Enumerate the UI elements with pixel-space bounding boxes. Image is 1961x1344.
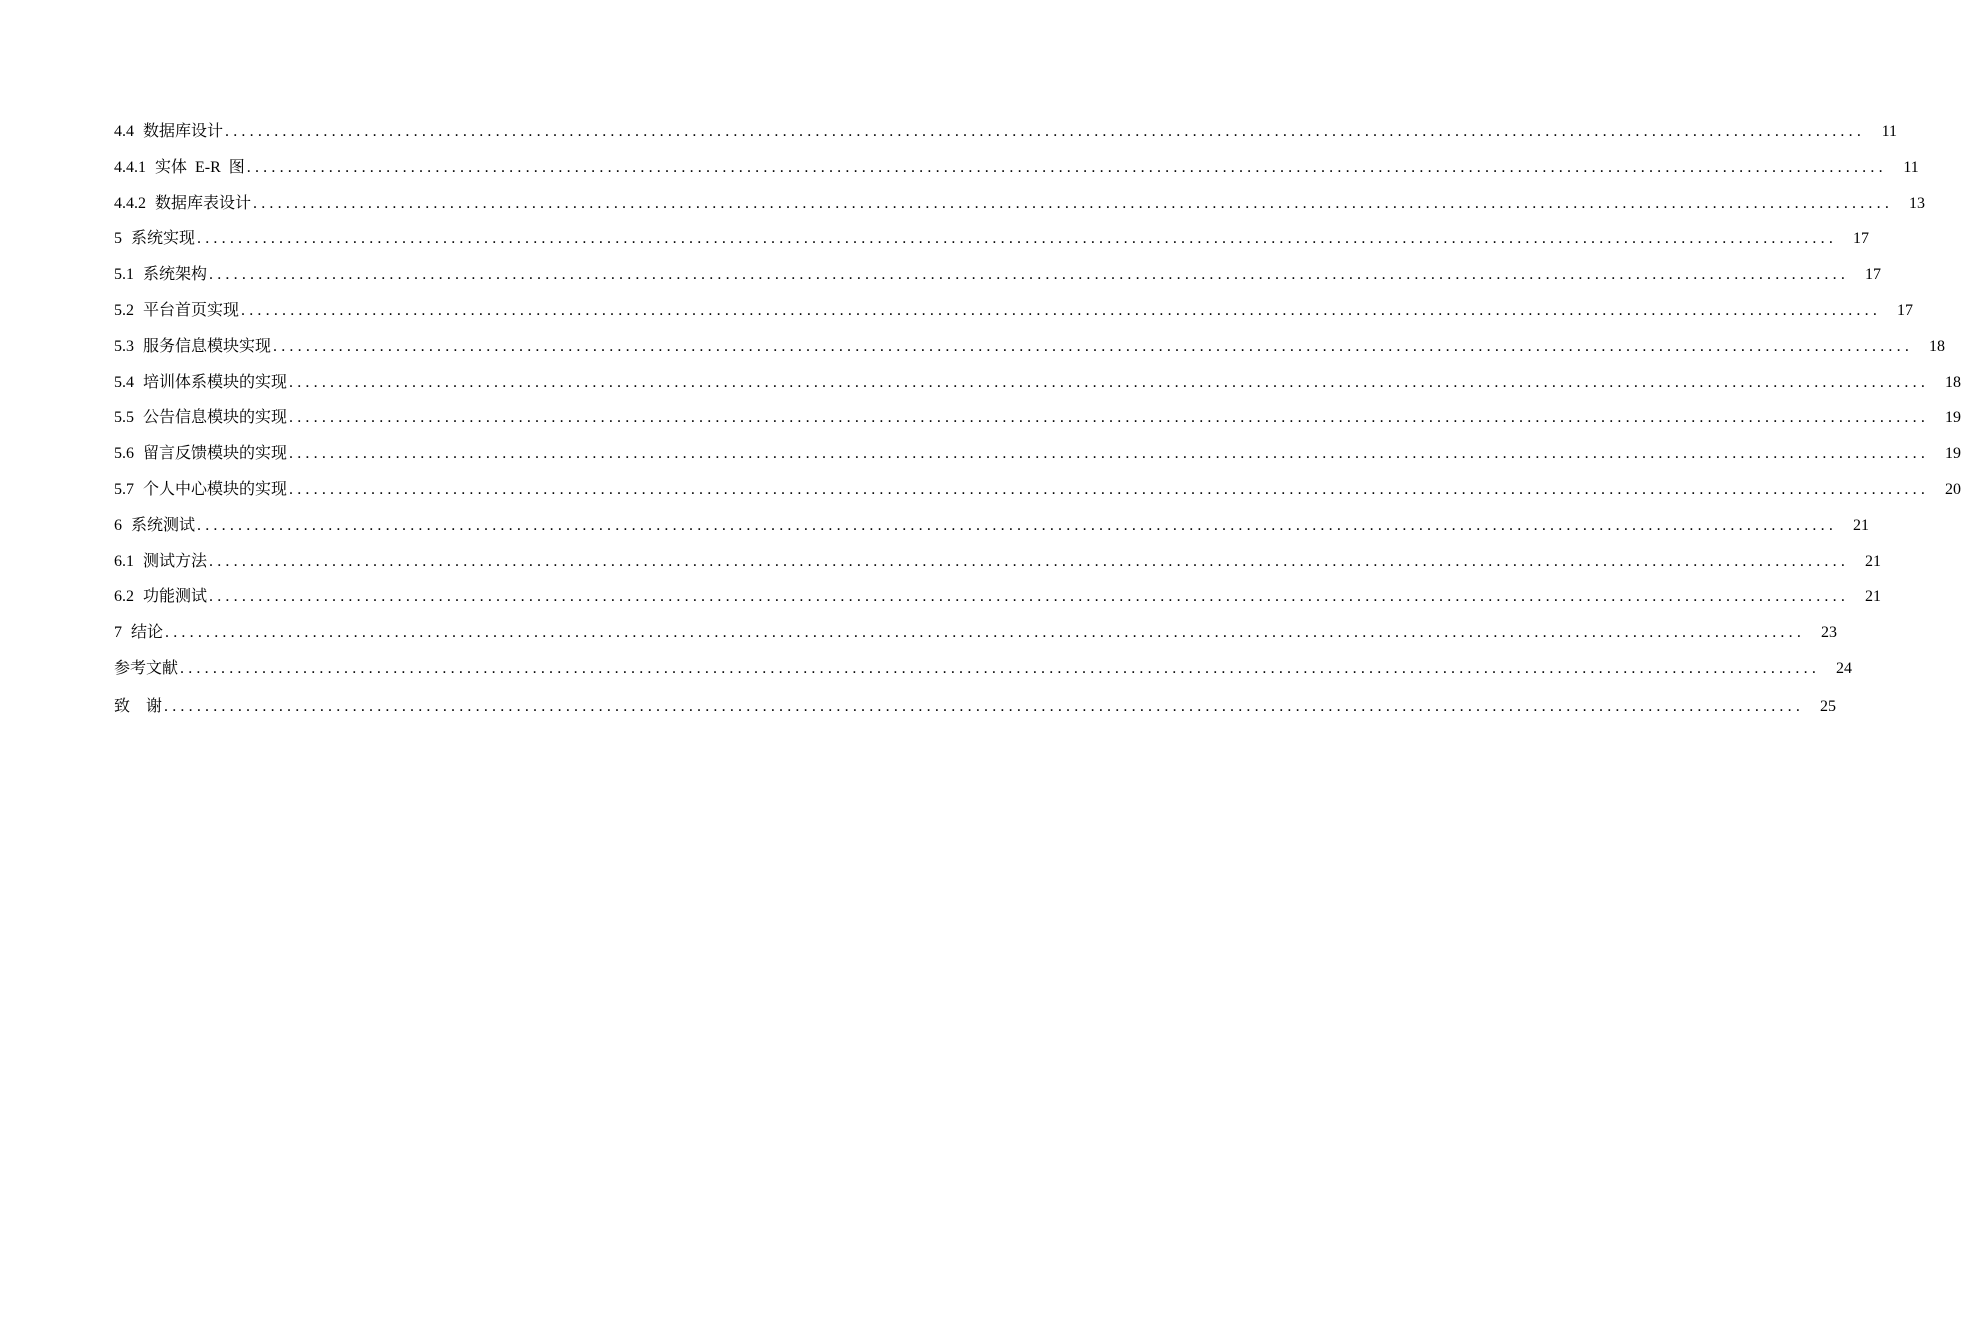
toc-entry-label: 培训体系模块的实现 xyxy=(143,373,288,391)
toc-entry-title xyxy=(114,369,287,397)
toc-entry[interactable] xyxy=(114,118,1898,154)
toc-entry-page: 17 xyxy=(1853,230,1870,248)
toc-entry[interactable] xyxy=(114,190,1926,226)
toc-leader-dots: ........................................................................................................................................................................................................ xyxy=(209,588,1850,606)
toc-leader-dots: ........................................................................................................................................................................................................ xyxy=(289,373,1930,391)
toc-entry-page: 13 xyxy=(1909,194,1926,212)
toc-entry-title xyxy=(114,297,239,325)
toc-entry-label: 实体 E-R 图 xyxy=(155,158,245,176)
toc-leader-dots: ........................................................................................................................................................................................................ xyxy=(246,158,1887,176)
toc-entry[interactable] xyxy=(114,583,1882,619)
toc-entry[interactable] xyxy=(114,440,1961,476)
toc-leader-dots: ........................................................................................................................................................................................................ xyxy=(180,659,1821,677)
toc-entry-number: 5.6 xyxy=(114,445,134,463)
toc-entry-page: 21 xyxy=(1853,516,1870,534)
toc-entry-title xyxy=(114,333,271,361)
toc-leader-dots: ........................................................................................................................................................................................................ xyxy=(209,552,1850,570)
toc-entry-label: 参考文献 xyxy=(114,659,179,677)
toc-entry[interactable] xyxy=(114,333,1946,369)
toc-entry-page: 19 xyxy=(1945,409,1961,427)
toc-entry-page: 11 xyxy=(1881,123,1898,140)
toc-entry[interactable] xyxy=(114,619,1838,655)
toc-leader-dots: ........................................................................................................................................................................................................ xyxy=(289,480,1930,498)
toc-leader-dots: ........................................................................................................................................................................................................ xyxy=(273,337,1914,355)
toc-entry-number: 6 xyxy=(114,516,122,534)
toc-leader-dots: ........................................................................................................................................................................................................ xyxy=(289,445,1930,463)
toc-entry[interactable] xyxy=(114,154,1919,190)
toc-entry-label: 公告信息模块的实现 xyxy=(143,409,288,427)
toc-entry-number: 4.4 xyxy=(114,123,134,140)
toc-entry-page: 21 xyxy=(1865,552,1882,570)
toc-leader-dots: ........................................................................................................................................................................................................ xyxy=(225,123,1866,140)
toc-leader-dots: ........................................................................................................................................................................................................ xyxy=(164,697,1805,715)
toc-entry-title xyxy=(114,440,287,468)
toc-entry-number: 5.1 xyxy=(114,266,134,284)
toc-entry-page: 19 xyxy=(1945,445,1961,463)
toc-entry[interactable] xyxy=(114,512,1870,548)
toc-entry-page: 18 xyxy=(1945,373,1961,391)
toc-entry-page: 23 xyxy=(1821,624,1838,642)
toc-entry-title xyxy=(114,404,287,432)
toc-entry[interactable] xyxy=(114,548,1882,584)
toc-entry-number: 4.4.1 xyxy=(114,158,146,176)
toc-entry-title xyxy=(114,693,162,721)
toc-entry-label: 系统实现 xyxy=(131,230,196,248)
toc-entry[interactable] xyxy=(114,655,1853,691)
toc-entry[interactable] xyxy=(114,404,1961,440)
toc-entry-label: 测试方法 xyxy=(143,552,208,570)
toc-entry-number: 5.3 xyxy=(114,337,134,355)
toc-entry-title xyxy=(114,548,207,576)
toc-entry-label: 服务信息模块实现 xyxy=(143,337,272,355)
toc-entry-page: 25 xyxy=(1820,697,1837,715)
toc-leader-dots: ........................................................................................................................................................................................................ xyxy=(197,230,1838,248)
toc-entry-number: 6.2 xyxy=(114,588,134,606)
toc-entry-title xyxy=(114,118,223,146)
toc-entry-page: 18 xyxy=(1929,337,1946,355)
toc-entry-page: 21 xyxy=(1865,588,1882,606)
toc-entry-number: 5.2 xyxy=(114,301,134,319)
toc-entry-number: 5 xyxy=(114,230,122,248)
toc-entry-title xyxy=(114,476,287,504)
toc-leader-dots: ........................................................................................................................................................................................................ xyxy=(241,301,1882,319)
toc-leader-dots: ........................................................................................................................................................................................................ xyxy=(197,516,1838,534)
toc-entry-title xyxy=(114,154,245,182)
toc-entry-number: 6.1 xyxy=(114,552,134,570)
toc-entry-label: 数据库表设计 xyxy=(155,194,252,212)
toc-leader-dots: ........................................................................................................................................................................................................ xyxy=(165,624,1806,642)
toc-entry-title xyxy=(114,619,163,647)
toc-entry-label: 功能测试 xyxy=(143,588,208,606)
toc-entry-number: 4.4.2 xyxy=(114,194,146,212)
toc-entry-label: 留言反馈模块的实现 xyxy=(143,445,288,463)
toc-entry-page: 20 xyxy=(1945,480,1961,498)
toc-entry-label: 结论 xyxy=(131,624,164,642)
toc-leader-dots: ........................................................................................................................................................................................................ xyxy=(253,194,1894,212)
toc-entry-label: 平台首页实现 xyxy=(143,301,240,319)
toc-entry-label: 致 谢 xyxy=(114,697,163,715)
toc-entry-page: 17 xyxy=(1897,301,1914,319)
toc-entry-title xyxy=(114,190,251,218)
toc-entry[interactable] xyxy=(114,297,1914,333)
toc-entry-label: 数据库设计 xyxy=(143,123,224,140)
toc-leader-dots: ........................................................................................................................................................................................................ xyxy=(209,266,1850,284)
table-of-contents xyxy=(114,118,1961,729)
toc-entry-label: 系统架构 xyxy=(143,266,208,284)
toc-entry-title xyxy=(114,261,207,289)
toc-entry-page: 24 xyxy=(1836,659,1853,677)
toc-entry-title xyxy=(114,512,195,540)
toc-entry-number: 5.5 xyxy=(114,409,134,427)
toc-entry-page: 17 xyxy=(1865,266,1882,284)
toc-entry-label: 个人中心模块的实现 xyxy=(143,480,288,498)
toc-entry-number: 7 xyxy=(114,624,122,642)
toc-entry-title xyxy=(114,583,207,611)
toc-entry-title xyxy=(114,225,195,253)
toc-entry-label: 系统测试 xyxy=(131,516,196,534)
toc-entry[interactable] xyxy=(114,476,1961,512)
toc-entry-number: 5.7 xyxy=(114,480,134,498)
toc-entry-title xyxy=(114,655,178,683)
toc-entry-number: 5.4 xyxy=(114,373,134,391)
toc-entry-page: 11 xyxy=(1903,158,1919,176)
toc-entry[interactable] xyxy=(114,261,1882,297)
toc-entry[interactable] xyxy=(114,693,1837,729)
toc-leader-dots: ........................................................................................................................................................................................................ xyxy=(289,409,1930,427)
toc-entry[interactable] xyxy=(114,225,1870,261)
toc-entry[interactable] xyxy=(114,369,1961,405)
